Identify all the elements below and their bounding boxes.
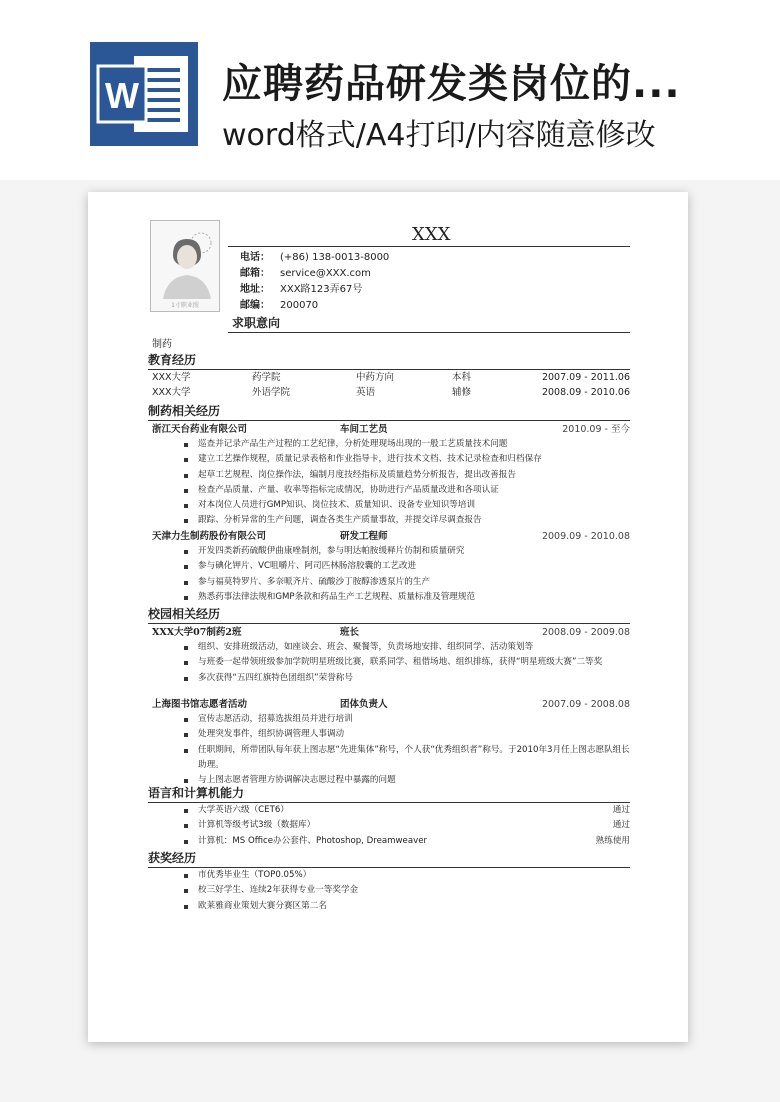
list-item: 处理突发事件，组织协调管理人事调动: [184, 727, 630, 742]
job-header: 天津力生制药股份有限公司 研发工程师 2009.09 - 2010.08: [152, 531, 630, 542]
list-item: 大学英语六级（CET6） 通过: [184, 803, 630, 818]
list-item: 宣传志愿活动，招募选拔组员并进行培训: [184, 712, 630, 727]
list-item: 起草工艺规程、岗位操作法，编制月度技经指标及质量趋势分析报告，提出改善报告: [184, 468, 630, 483]
contact-row: 地址： XXX路123弄67号: [240, 282, 389, 298]
email-value: service@XXX.com: [280, 268, 371, 279]
list-item: 计算机等级考试3级（数据库） 通过: [184, 818, 630, 833]
list-item: 校三好学生、连续2年获得专业一等奖学金: [184, 883, 630, 898]
svg-text:1寸职业照: 1寸职业照: [171, 302, 199, 309]
resume-page: [88, 192, 688, 1042]
list-item: 任职期间，所带团队每年获上图志愿“先进集体”称号，个人获“优秀组织者”称号。于2010年3月任上图志愿队组长助理。: [184, 743, 630, 774]
section-title: 语言和计算机能力: [148, 786, 245, 800]
svg-text:W: W: [105, 75, 139, 116]
postcode-value: 200070: [280, 300, 319, 311]
divider: [228, 246, 630, 247]
list-item: 跟踪、分析异常的生产问题，调查各类生产质量事故，并提交详尽调查报告: [184, 513, 630, 528]
list-item: 开发四类新药硫酸伊曲康唑制剂，参与明达帕胺缓释片仿制和质量研究: [184, 544, 630, 559]
campus-bullets: [184, 712, 630, 788]
list-item: 参与碘化钾片、VC咀嚼片、阿司匹林肠溶胶囊的工艺改进: [184, 559, 630, 574]
phone-value: (+86) 138-0013-8000: [280, 252, 390, 263]
list-item: 熟悉药事法律法规和GMP条款和药品生产工艺规程、质量标准及管理规范: [184, 590, 630, 605]
awards-list: [184, 868, 630, 914]
section-title: 制药相关经历: [148, 404, 221, 418]
contact-info: [240, 250, 389, 314]
campus-bullets: [184, 640, 630, 686]
section-awards: [148, 851, 630, 868]
section-title: 获奖经历: [148, 851, 197, 865]
list-item: 检查产品质量、产量、收率等指标完成情况，协助进行产品质量改进和各项认证: [184, 483, 630, 498]
document-title: 应聘药品研发类岗位的...: [222, 61, 681, 107]
job-header: 浙江天台药业有限公司 车间工艺员 2010.09 - 至今: [152, 424, 630, 435]
list-item: 多次获得“五四红旗特色团组织”荣誉称号: [184, 671, 630, 686]
list-item: 与班委一起带领班级参加学院明星班级比赛，联系同学、租借场地、组织排练，获得“明星班级大赛”二等奖: [184, 655, 630, 670]
list-item: 对本岗位人员进行GMP知识、岗位技术、质量知识、设备专业知识等培训: [184, 498, 630, 513]
list-item: 欧莱雅商业策划大赛分赛区第二名: [184, 899, 630, 914]
education-row: XXX大学 外语学院 英语 辅修 2008.09 - 2010.06: [152, 387, 630, 398]
list-item: 计算机：MS Office办公套件、Photoshop, Dreamweaver 熟练使用: [184, 834, 630, 849]
section-title: 求职意向: [232, 316, 281, 330]
contact-row: 邮箱： service@XXX.com: [240, 266, 389, 282]
section-skills: [148, 786, 630, 803]
list-item: 巡查并记录产品生产过程的工艺纪律，分析处理现场出现的一般工艺质量技术问题: [184, 437, 630, 452]
section-work: [148, 404, 630, 421]
list-item: 组织、安排班级活动，如座谈会、班会、聚餐等，负责场地安排、组织同学、活动策划等: [184, 640, 630, 655]
contact-row: 邮编： 200070: [240, 298, 389, 314]
list-item: 参与福莫特罗片、多奈哌齐片、硫酸沙丁胺醇渗透泵片的生产: [184, 575, 630, 590]
contact-row: 电话： (+86) 138-0013-8000: [240, 250, 389, 266]
document-subtitle: word格式/A4打印/内容随意修改: [222, 118, 656, 153]
skills-list: [184, 803, 630, 849]
section-title: 教育经历: [148, 353, 197, 367]
profile-photo: [150, 220, 220, 312]
list-item: 市优秀毕业生（TOP0.05%）: [184, 868, 630, 883]
section-education: [148, 353, 630, 370]
section-title: 校园相关经历: [148, 607, 221, 621]
candidate-name: XXX: [412, 224, 451, 245]
education-row: XXX大学 药学院 中药方向 本科 2007.09 - 2011.06: [152, 372, 630, 383]
intent-value: 制药: [152, 339, 172, 350]
job-bullets: [184, 437, 630, 529]
job-header: XXX大学07制药2班 班长 2008.09 - 2009.08: [152, 627, 630, 638]
job-bullets: [184, 544, 630, 605]
list-item: 建立工艺操作规程，质量记录表格和作业指导卡，进行技术文档、技术记录检查和归档保存: [184, 452, 630, 467]
word-document-icon: [90, 42, 198, 146]
address-value: XXX路123弄67号: [280, 284, 363, 295]
list-item: 与上图志愿者管理方协调解决志愿过程中暴露的问题: [184, 773, 630, 788]
section-intent: [228, 316, 630, 333]
avatar-icon: [151, 221, 219, 311]
header-banner: [0, 0, 780, 180]
job-header: 上海图书馆志愿者活动 团体负责人 2007.09 - 2008.08: [152, 699, 630, 710]
section-campus: [148, 607, 630, 624]
